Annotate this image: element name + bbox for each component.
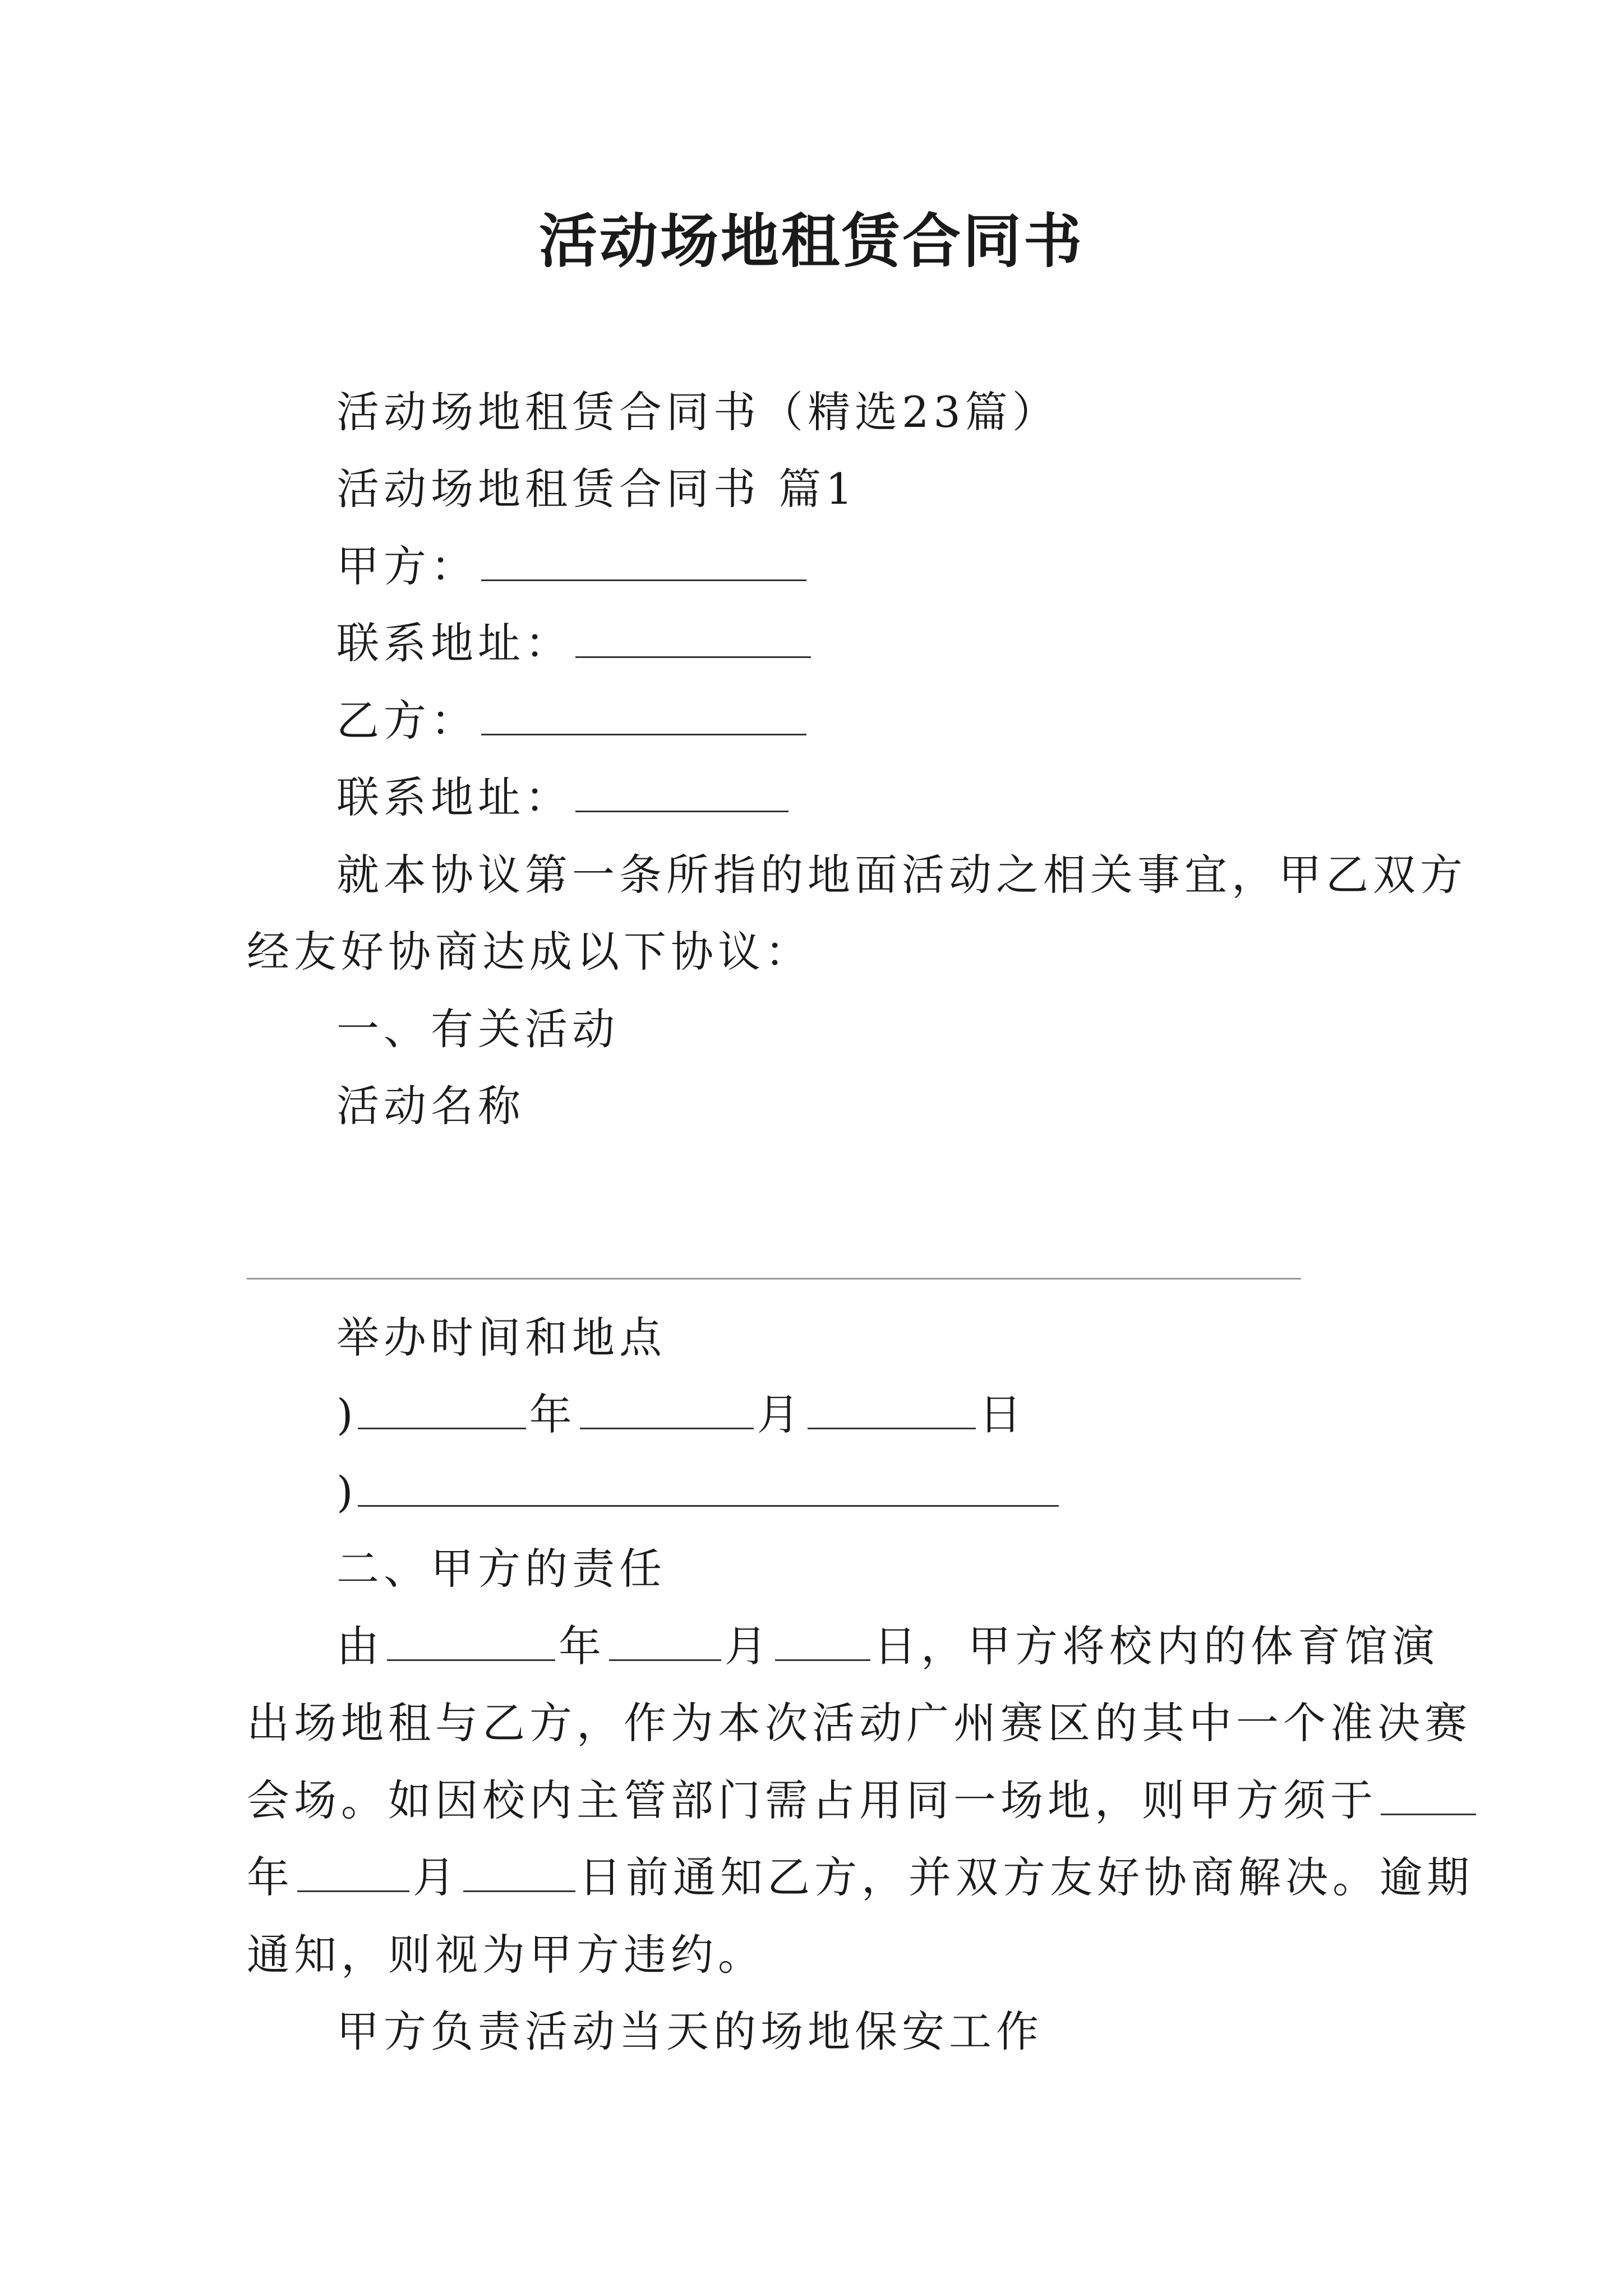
month-label: 月 (757, 1389, 804, 1439)
party-b-blank[interactable] (481, 694, 806, 735)
activity-name-label: 活动名称 (336, 1081, 525, 1131)
clause2-deadline-day-blank[interactable] (463, 1851, 575, 1892)
activity-name-rule[interactable] (247, 1278, 1301, 1280)
clause2-line4-rest: 日前通知乙方，并双方友好协商解决。逾期 (579, 1852, 1474, 1902)
party-a-address-blank[interactable] (575, 617, 811, 658)
section-heading: 活动场地租赁合同书 篇1 (336, 464, 857, 514)
party-b-label: 乙方： (336, 696, 478, 746)
clause1-heading: 一、有关活动 (336, 1004, 619, 1054)
clause2-p1-line2: 出场地租与乙方，作为本次活动广州赛区的其中一个准决赛 (247, 1698, 1472, 1748)
party-a-address-label: 联系地址： (336, 618, 572, 668)
party-a-blank[interactable] (481, 540, 806, 581)
day-label: 日 (979, 1389, 1026, 1439)
clause2-rest: 日，甲方将校内的体育馆演 (874, 1621, 1439, 1671)
place-line (336, 1464, 1062, 1520)
clause2-p1-line4 (247, 1849, 1474, 1906)
document-title: 活动场地租赁合同书 (538, 206, 1084, 275)
clause2-p1-line5: 通知，则视为甲方违约。 (247, 1930, 765, 1980)
clause2-day-blank[interactable] (775, 1620, 870, 1661)
clause2-deadline-month-blank[interactable] (297, 1851, 409, 1892)
clause2-line4-month: 月 (413, 1852, 460, 1902)
clause2-year-blank[interactable] (387, 1620, 555, 1661)
party-b-address-label: 联系地址： (336, 772, 572, 822)
clause2-from: 由 (336, 1621, 384, 1671)
date-day-blank[interactable] (808, 1388, 976, 1429)
clause2-month-blank[interactable] (609, 1620, 721, 1661)
date-line (336, 1387, 1026, 1443)
party-b-line (336, 693, 810, 749)
clause2-year: 年 (559, 1621, 606, 1671)
clause2-p1-line1 (336, 1618, 1439, 1674)
subtitle: 活动场地租赁合同书（精选23篇） (336, 387, 1059, 437)
clause2-p1-line3 (247, 1773, 1479, 1829)
year-label: 年 (529, 1389, 577, 1439)
place-prefix: ) (336, 1467, 358, 1517)
date-prefix: ) (336, 1389, 358, 1439)
intro-line-2: 经友好协商达成以下协议： (247, 927, 812, 977)
intro-line-1: 就本协议第一条所指的地面活动之相关事宜，甲乙双方 (336, 850, 1467, 900)
time-place-label: 举办时间和地点 (336, 1313, 666, 1363)
party-b-address-line (336, 770, 792, 826)
clause2-month: 月 (725, 1621, 772, 1671)
clause2-line3-text: 会场。如因校内主管部门需占用同一场地，则甲方须于 (247, 1775, 1377, 1825)
party-b-address-blank[interactable] (575, 771, 789, 812)
party-a-line (336, 539, 810, 595)
date-year-blank[interactable] (358, 1388, 526, 1429)
clause2-deadline-year-blank[interactable] (1381, 1774, 1476, 1815)
clause2-p2: 甲方负责活动当天的场地保安工作 (336, 2007, 1043, 2056)
party-a-address-line (336, 615, 814, 671)
party-a-label: 甲方： (336, 541, 478, 591)
clause2-heading: 二、甲方的责任 (336, 1544, 666, 1594)
place-blank[interactable] (358, 1466, 1059, 1507)
clause2-line4-year: 年 (247, 1852, 294, 1902)
date-month-blank[interactable] (580, 1388, 754, 1429)
